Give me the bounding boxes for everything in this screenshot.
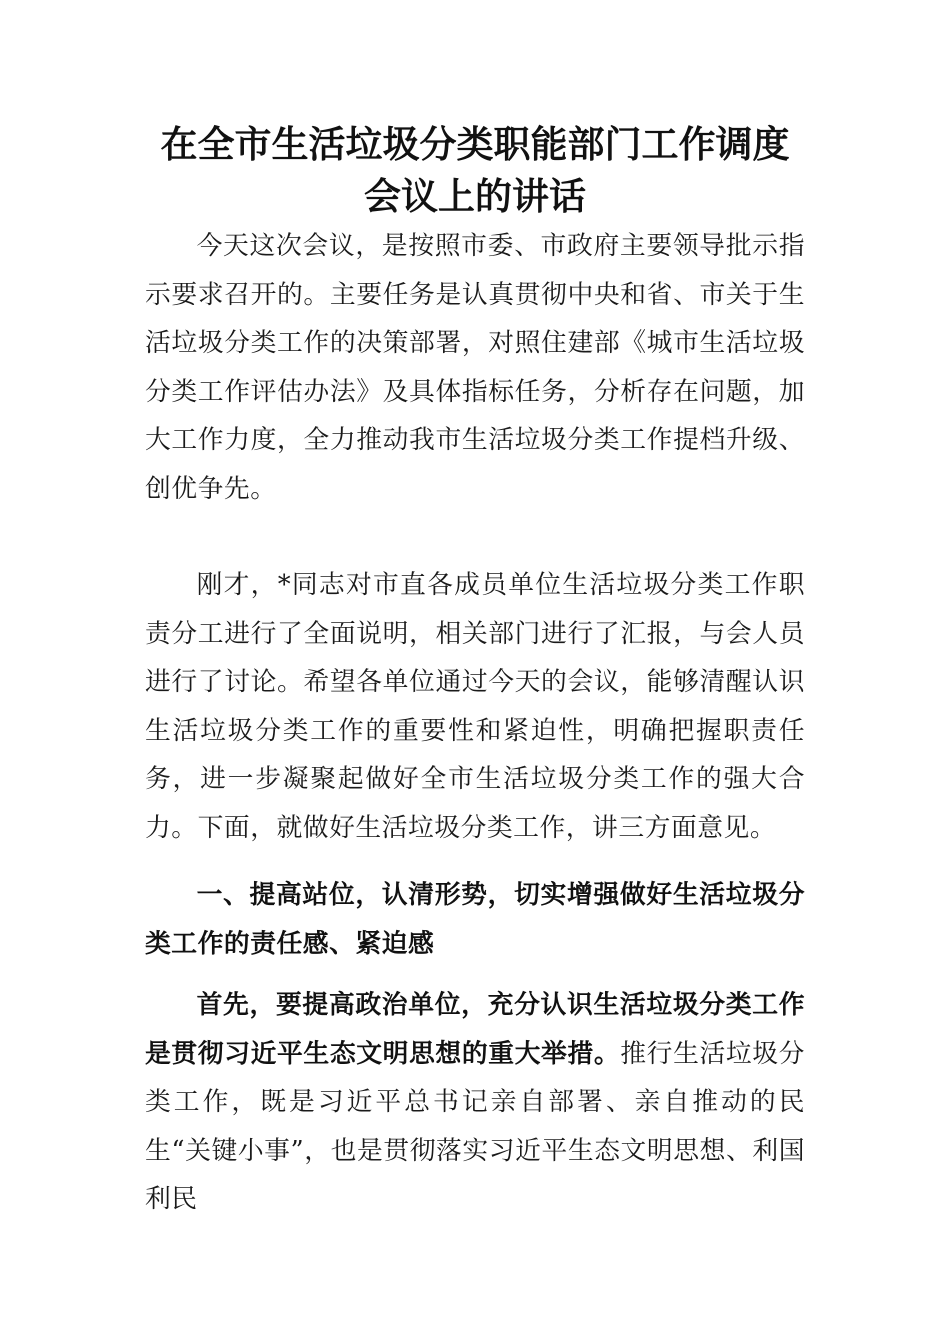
paragraph-meeting-summary: 刚才，*同志对市直各成员单位生活垃圾分类工作职责分工进行了全面说明，相关部门进行了汇报，与会人员进行了讨论。希望各单位通过今天的会议，能够清醒认识生活垃圾分类工作的重要性和紧迫性，明确把握职责任务，进一步凝聚起做好全市生活垃圾分类工作的强大合力。下面，就做好生活垃圾分类工作，讲三方面意见。 xyxy=(145,570,805,843)
section-heading-1: 一、提高站位，认清形势，切实增强做好生活垃圾分类工作的责任感、紧迫感 xyxy=(145,880,805,959)
paragraph-lead-sentence: 首先，要提高政治单位，充分认识生活垃圾分类工作是贯彻习近平生态文明思想的重大举措。 xyxy=(145,990,805,1069)
document-title: 在全市生活垃圾分类职能部门工作调度会议上的讲话 xyxy=(160,122,790,218)
paragraph-first-point xyxy=(145,981,805,1224)
paragraph-continuation: 推行生活垃圾分类工作，既是习近平总书记亲自部署、亲自推动的民生“关键小事”，也是贯彻落实习近平生态文明思想、利国利民 xyxy=(145,1038,805,1214)
paragraph-meeting-purpose: 今天这次会议，是按照市委、市政府主要领导批示指示要求召开的。主要任务是认真贯彻中央和省、市关于生活垃圾分类工作的决策部署，对照住建部《城市生活垃圾分类工作评估办法》及具体指标任务，分析存在问题，加大工作力度，全力推动我市生活垃圾分类工作提档升级、创优争先。 xyxy=(145,231,805,504)
